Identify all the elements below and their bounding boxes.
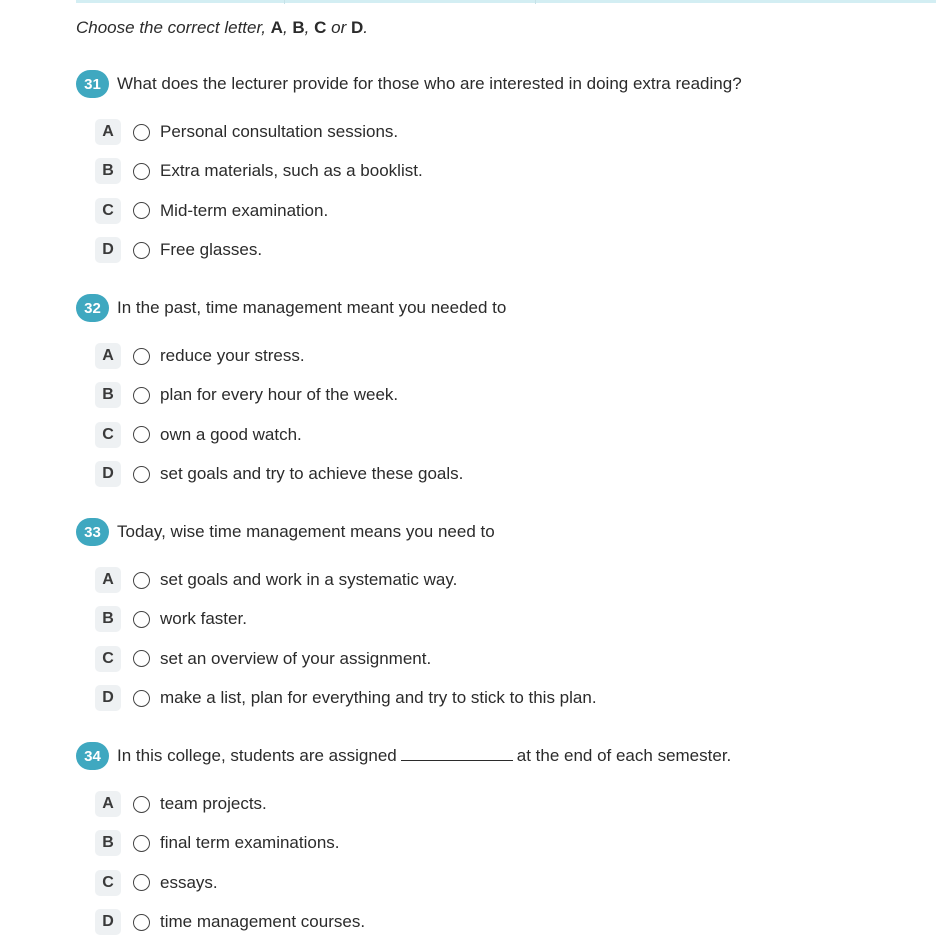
option-letter-badge: C	[95, 646, 121, 672]
radio-button[interactable]	[133, 387, 150, 404]
options-list	[76, 567, 916, 711]
options-list	[76, 119, 916, 263]
option-32-a[interactable]	[76, 343, 916, 369]
option-letter-badge: B	[95, 158, 121, 184]
instruction-text: Choose the correct letter, A, B, C or D.	[76, 18, 368, 37]
option-letter-badge: A	[95, 119, 121, 145]
question-number-badge: 33	[76, 518, 109, 546]
radio-button[interactable]	[133, 426, 150, 443]
radio-button[interactable]	[133, 572, 150, 589]
option-32-d[interactable]	[76, 461, 916, 487]
option-31-b[interactable]	[76, 158, 916, 184]
option-text: Free glasses.	[160, 240, 263, 260]
question-header	[76, 516, 916, 548]
radio-button[interactable]	[133, 914, 150, 931]
option-text: Mid-term examination.	[160, 200, 329, 220]
radio-button[interactable]	[133, 242, 150, 259]
option-text: time management courses.	[160, 912, 366, 932]
question-32	[76, 292, 916, 501]
option-text: plan for every hour of the week.	[160, 385, 399, 405]
option-letter-badge: C	[95, 198, 121, 224]
radio-button[interactable]	[133, 611, 150, 628]
option-34-a[interactable]	[76, 791, 916, 817]
option-32-b[interactable]	[76, 382, 916, 408]
radio-button[interactable]	[133, 163, 150, 180]
option-33-d[interactable]	[76, 685, 916, 711]
option-32-c[interactable]	[76, 422, 916, 448]
option-text: work faster.	[160, 609, 247, 629]
question-number-badge: 31	[76, 70, 109, 98]
option-33-b[interactable]	[76, 606, 916, 632]
option-text: Personal consultation sessions.	[160, 122, 399, 141]
option-text: team projects.	[160, 794, 267, 813]
question-31	[76, 68, 916, 277]
radio-button[interactable]	[133, 874, 150, 891]
question-header	[76, 292, 916, 324]
option-letter-badge: C	[95, 870, 121, 896]
option-text: essays.	[160, 872, 218, 892]
option-letter-badge: C	[95, 422, 121, 448]
option-33-a[interactable]	[76, 567, 916, 593]
options-list	[76, 343, 916, 487]
question-34	[76, 740, 916, 949]
option-letter-badge: B	[95, 830, 121, 856]
top-divider-tick	[284, 0, 285, 4]
question-text: What does the lecturer provide for those who are interested in doing extra reading?	[117, 74, 742, 93]
option-letter-badge: D	[95, 461, 121, 487]
radio-button[interactable]	[133, 690, 150, 707]
option-31-c[interactable]	[76, 198, 916, 224]
option-text: own a good watch.	[160, 424, 302, 444]
option-letter-badge: D	[95, 909, 121, 935]
option-text: set an overview of your assignment.	[160, 648, 432, 668]
top-divider-bar	[76, 0, 936, 3]
option-34-b[interactable]	[76, 830, 916, 856]
option-31-d[interactable]	[76, 237, 916, 263]
option-31-a[interactable]	[76, 119, 916, 145]
question-number-badge: 32	[76, 294, 109, 322]
radio-button[interactable]	[133, 124, 150, 141]
option-text: reduce your stress.	[160, 346, 305, 365]
option-33-c[interactable]	[76, 646, 916, 672]
question-header	[76, 68, 916, 100]
question-header	[76, 740, 916, 772]
option-text: Extra materials, such as a booklist.	[160, 161, 423, 181]
question-text: Today, wise time management means you need to	[117, 522, 495, 541]
option-letter-badge: D	[95, 685, 121, 711]
radio-button[interactable]	[133, 796, 150, 813]
options-list	[76, 791, 916, 935]
question-text: In the past, time management meant you needed to	[117, 298, 507, 317]
option-34-c[interactable]	[76, 870, 916, 896]
radio-button[interactable]	[133, 650, 150, 667]
option-text: set goals and try to achieve these goals.	[160, 464, 464, 484]
question-text: In this college, students are assigned at the end of each semester.	[117, 746, 732, 765]
radio-button[interactable]	[133, 835, 150, 852]
option-text: set goals and work in a systematic way.	[160, 570, 458, 589]
answer-blank	[401, 759, 513, 761]
option-letter-badge: D	[95, 237, 121, 263]
option-letter-badge: B	[95, 382, 121, 408]
top-divider-tick	[535, 0, 536, 4]
question-number-badge: 34	[76, 742, 109, 770]
option-letter-badge: A	[95, 567, 121, 593]
radio-button[interactable]	[133, 466, 150, 483]
option-text: make a list, plan for everything and try to stick to this plan.	[160, 688, 597, 708]
option-text: final term examinations.	[160, 833, 340, 853]
option-letter-badge: A	[95, 343, 121, 369]
option-letter-badge: A	[95, 791, 121, 817]
radio-button[interactable]	[133, 202, 150, 219]
option-34-d[interactable]	[76, 909, 916, 935]
question-33	[76, 516, 916, 725]
option-letter-badge: B	[95, 606, 121, 632]
radio-button[interactable]	[133, 348, 150, 365]
